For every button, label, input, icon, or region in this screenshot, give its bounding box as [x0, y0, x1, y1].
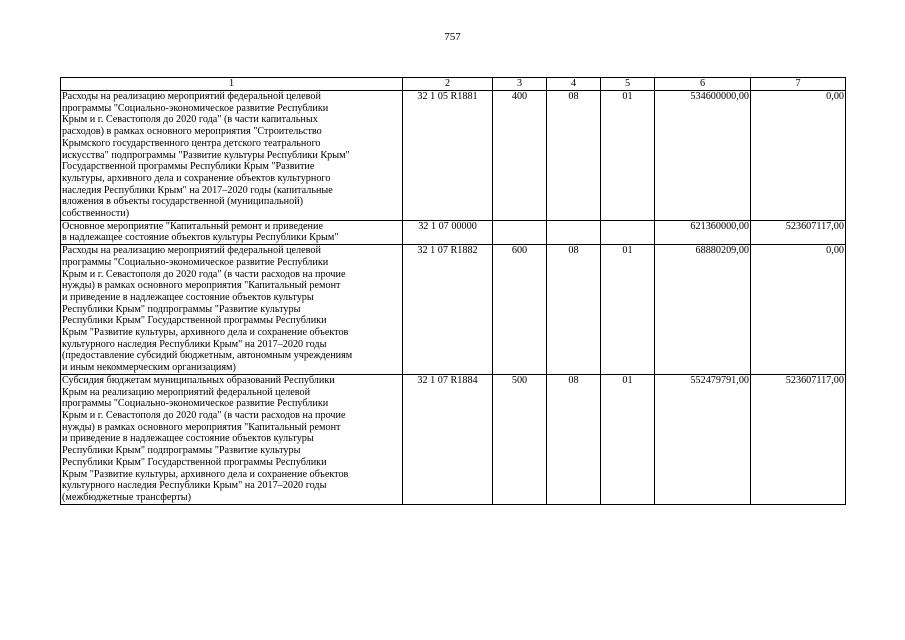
amount-6-cell: 552479791,00 — [655, 374, 751, 504]
header-cell: 5 — [601, 78, 655, 91]
header-cell: 4 — [547, 78, 601, 91]
table-row — [61, 220, 846, 244]
amount-6-cell: 621360000,00 — [655, 220, 751, 244]
section-cell — [547, 220, 601, 244]
header-cell: 1 — [61, 78, 403, 91]
code-cell: 32 1 05 R1881 — [403, 91, 493, 221]
header-cell: 2 — [403, 78, 493, 91]
expense-type-cell: 400 — [493, 91, 547, 221]
amount-7-cell: 523607117,00 — [751, 220, 846, 244]
section-cell: 08 — [547, 245, 601, 375]
amount-7-cell: 523607117,00 — [751, 374, 846, 504]
section-cell: 08 — [547, 374, 601, 504]
header-cell: 3 — [493, 78, 547, 91]
subsection-cell: 01 — [601, 374, 655, 504]
amount-6-cell: 534600000,00 — [655, 91, 751, 221]
table-row — [61, 374, 846, 504]
header-cell: 6 — [655, 78, 751, 91]
budget-table — [60, 77, 846, 505]
expense-type-cell — [493, 220, 547, 244]
code-cell: 32 1 07 R1884 — [403, 374, 493, 504]
section-cell: 08 — [547, 91, 601, 221]
description-cell: Субсидия бюджетам муниципальных образований Республики Крым на реализацию мероприятий федеральной целевой программы "Социально-экономическое развитие Республики Крым и г. Севастополя до 2020 года" (в части расходов на прочие нужды) в рамках основного мероприятия "Капитальный ремонт и приведение в надлежащее состояние объектов культуры Республики Крым" подпрограммы "Развитие культуры Республики Крым" Государственной программы Республики Крым "Развитие культуры, архивного дела и сохранение объектов культурного наследия Республики Крым" на 2017–2020 годы (межбюджетные трансферты) — [61, 374, 403, 504]
page-number: 757 — [444, 31, 461, 43]
header-row — [61, 78, 846, 91]
subsection-cell — [601, 220, 655, 244]
subsection-cell: 01 — [601, 91, 655, 221]
expense-type-cell: 600 — [493, 245, 547, 375]
table-row — [61, 245, 846, 375]
amount-6-cell: 68880209,00 — [655, 245, 751, 375]
amount-7-cell: 0,00 — [751, 245, 846, 375]
subsection-cell: 01 — [601, 245, 655, 375]
amount-7-cell: 0,00 — [751, 91, 846, 221]
description-cell: Основное мероприятие "Капитальный ремонт и приведение в надлежащее состояние объектов культуры Республики Крым" — [61, 220, 403, 244]
header-cell: 7 — [751, 78, 846, 91]
description-cell: Расходы на реализацию мероприятий федеральной целевой программы "Социально-экономическое развитие Республики Крым и г. Севастополя до 2020 года" (в части капитальных расходов) в рамках основного мероприятия "Строительство Крымского государственного центра детского театрального искусства" подпрограммы "Развитие культуры Республики Крым" Государственной программы Республики Крым "Развитие культуры, архивного дела и сохранение объектов культурного наследия Республики Крым" на 2017–2020 годы (капитальные вложения в объекты государственной (муниципальной) собственности) — [61, 91, 403, 221]
code-cell: 32 1 07 00000 — [403, 220, 493, 244]
code-cell: 32 1 07 R1882 — [403, 245, 493, 375]
description-cell: Расходы на реализацию мероприятий федеральной целевой программы "Социально-экономическое развитие Республики Крым и г. Севастополя до 2020 года" (в части расходов на прочие нужды) в рамках основного мероприятия "Капитальный ремонт и приведение в надлежащее состояние объектов культуры Республики Крым" подпрограммы "Развитие культуры Республики Крым" Государственной программы Республики Крым "Развитие культуры, архивного дела и сохранение объектов культурного наследия Республики Крым" на 2017–2020 годы (предоставление субсидий бюджетным, автономным учреждениям и иным некоммерческим организациям) — [61, 245, 403, 375]
table-row — [61, 91, 846, 221]
expense-type-cell: 500 — [493, 374, 547, 504]
